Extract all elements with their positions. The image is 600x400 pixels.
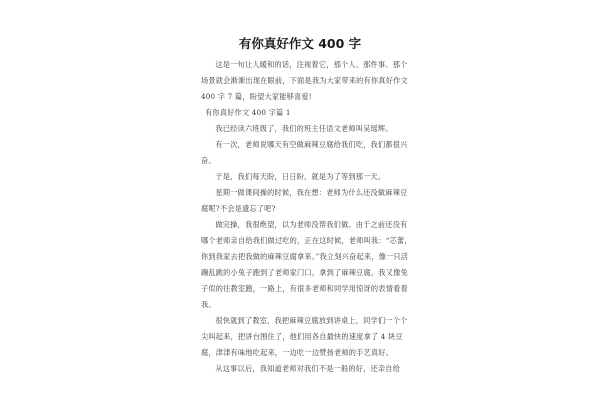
section-heading: 有你真好作文 400 字篇 1 xyxy=(205,108,291,117)
paragraph-intro: 这是一句让人暖和的话，注视着它，那个人、那件事、那个场景就会渐渐出现在眼前，下面是我为大家带来的有你真好作文 400 字 7 篇，盼望大家能够喜爱! xyxy=(201,60,408,101)
paragraph: 于是，我们每天盼，日日盼，就是为了等到那一天。 xyxy=(215,172,386,181)
paragraph: 做完操，我很绝望，以为老师没帮我们做。由于之前还没有哪个老师亲自给我们做过吃的，正在这时候，老师叫我：“芯蕾，你到我家去把我做的麻辣豆腐拿来。”我立刻兴奋起来，像一只活蹦乱跳的小兔子跑到了老师家门口，拿到了麻辣豆腐，我又像兔子似的往教室跑，一路上，有很多老师和同学用惊讶的表情看着我。 xyxy=(201,220,412,309)
paragraph: 很快就到了教室，我把麻辣豆腐放到讲桌上，同学们一个个尖叫起来，把讲台围住了，他们用各自最快的速度拿了 4 块豆腐，津津有味地吃起来，一边吃一边赞扬老师的手艺真好。 xyxy=(201,316,408,357)
paragraph: 有一次，老师说哪天有空做麻辣豆腐给我们吃，我们都很兴奋。 xyxy=(201,140,408,165)
document-title: 有你真好作文 400 字 xyxy=(238,36,362,51)
document-body xyxy=(201,57,413,377)
paragraph: 我已经读六班级了，我们的班主任语文老师叫吴瑶辉。 xyxy=(215,124,393,133)
paragraph: 星期一做课间操的时候，我在想：老师为什么还没做麻辣豆腐呢?不会是遗忘了吧? xyxy=(201,188,408,213)
paragraph: 从这事以后，我知道老师对我们不是一般的好，还亲自给 xyxy=(215,364,401,373)
